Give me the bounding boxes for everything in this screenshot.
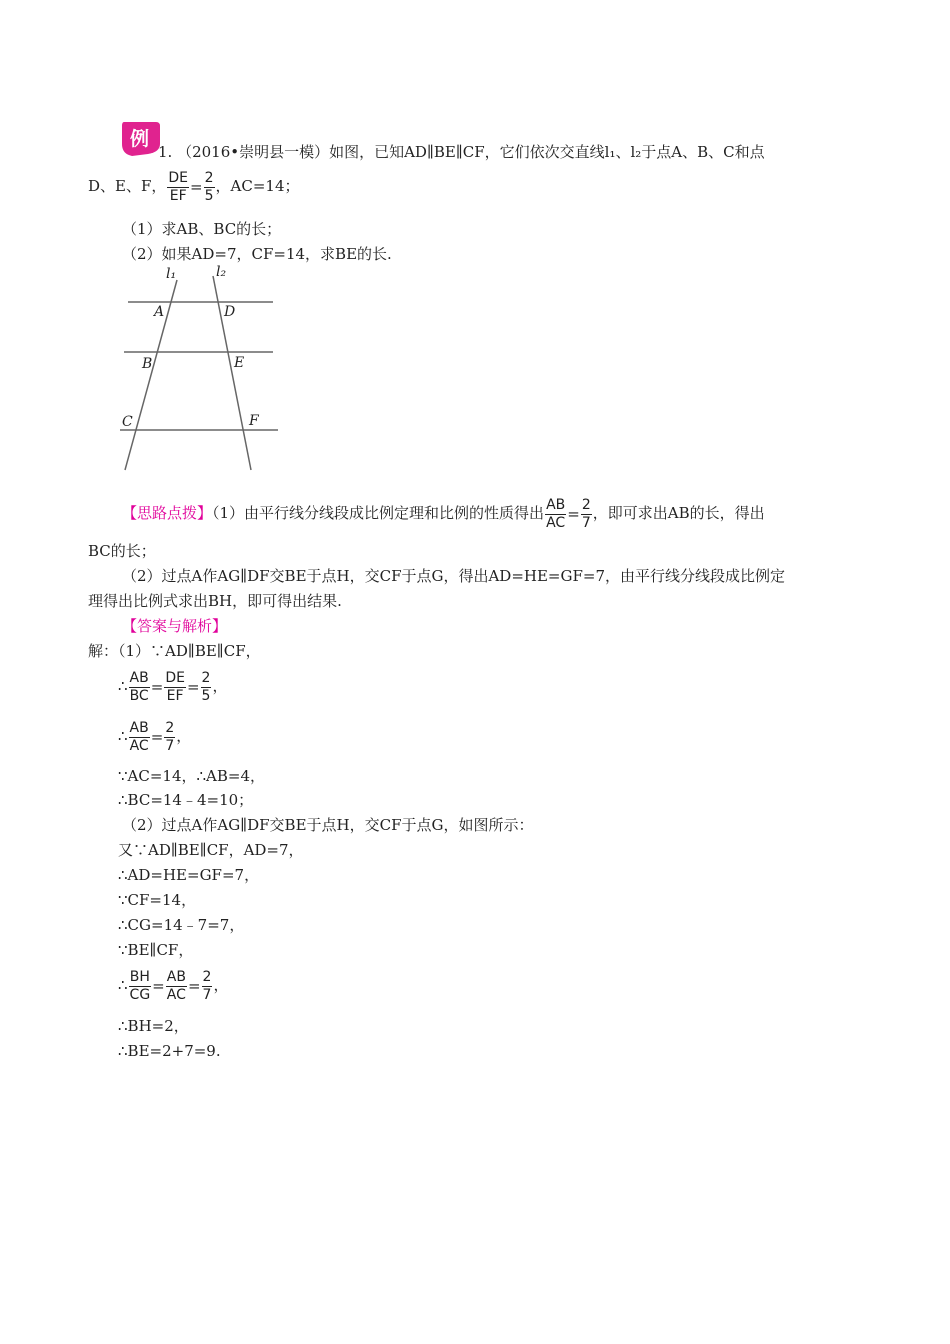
problem-line-2-pre: D、E、F， <box>88 177 167 195</box>
label-b: B <box>142 356 153 372</box>
label-f: F <box>249 413 259 429</box>
answer-step-14: ∴BE=2+7=9. <box>118 1042 221 1060</box>
answer-step-6: （2）过点A作AG∥DF交BE于点H，交CF于点G，如图所示： <box>122 816 534 834</box>
frac-2-5: $\frac{2}{5}$ <box>201 669 211 704</box>
label-d: D <box>224 304 236 320</box>
given-fraction-de-ef: $\frac{DE}{EF}$ <box>168 169 189 204</box>
label-a: A <box>154 304 165 320</box>
answer-step-5: ∴BC=14﹣4=10； <box>118 791 254 809</box>
frac-2-7-2: $\frac{2}{7}$ <box>202 968 212 1003</box>
answer-step-4: ∵AC=14，∴AB=4， <box>118 767 266 785</box>
answer-step-12: ∴ $\frac{BH}{CG}$ = $\frac{AB}{AC}$ = $\frac{2}{7}$ ， <box>118 968 229 1003</box>
label-l1: l₁ <box>166 266 177 282</box>
example-badge <box>118 118 162 158</box>
question-2: （2）如果AD=7，CF=14，求BE的长. <box>122 245 392 263</box>
label-e: E <box>234 355 245 371</box>
answer-step-8: ∴AD=HE=GF=7， <box>118 866 260 884</box>
frac-ab-ac: $\frac{AB}{AC}$ <box>129 719 149 754</box>
answer-step-10: ∴CG=14﹣7=7， <box>118 916 245 934</box>
hint-fraction-ab-ac: $\frac{AB}{AC}$ <box>546 496 566 531</box>
hint-text-pre: （1）由平行线分线段成比例定理和比例的性质得出 <box>212 504 545 522</box>
line-l1 <box>125 280 177 470</box>
hint-tag: 【思路点拨】 <box>122 504 213 522</box>
label-c: C <box>122 414 133 430</box>
answer-step-2: ∴ $\frac{AB}{BC}$ = $\frac{DE}{EF}$ = $\frac{2}{5}$ ， <box>118 669 228 704</box>
frac-2-7: $\frac{2}{7}$ <box>165 719 175 754</box>
hint-fraction-value: $\frac{2}{7}$ <box>581 496 591 531</box>
given-fraction-value: $\frac{2}{5}$ <box>204 169 214 204</box>
answer-step-11: ∵BE∥CF， <box>118 941 194 959</box>
answer-tag: 【答案与解析】 <box>122 617 228 635</box>
geometry-figure <box>110 262 290 477</box>
svg-text:例: 例 <box>130 128 150 150</box>
frac-ab-ac-2: $\frac{AB}{AC}$ <box>166 968 186 1003</box>
answer-step-3: ∴ $\frac{AB}{AC}$ = $\frac{2}{7}$ ， <box>118 719 192 754</box>
hint-line-4: 理得出比例式求出BH，即可得出结果. <box>88 592 342 610</box>
hint-text-post: ，即可求出AB的长，得出 <box>592 504 765 522</box>
label-l2: l₂ <box>216 264 227 280</box>
question-1: （1）求AB、BC的长； <box>122 220 282 238</box>
answer-step-9: ∵CF=14， <box>118 891 197 909</box>
frac-de-ef: $\frac{DE}{EF}$ <box>165 669 185 704</box>
frac-bh-cg: $\frac{BH}{CG}$ <box>129 968 151 1003</box>
answer-step-1: 解：（1）∵AD∥BE∥CF， <box>88 642 261 660</box>
hint-line-2: BC的长； <box>88 542 156 560</box>
answer-step-13: ∴BH=2， <box>118 1017 189 1035</box>
problem-line-2: D、E、F， $\frac{DE}{EF}$ = $\frac{2}{5}$ ，AC=14； <box>88 169 300 204</box>
hint-line-1: 【思路点拨】（1）由平行线分线段成比例定理和比例的性质得出 $\frac{AB}{AC}$ = $\frac{2}{7}$ ，即可求出AB的长，得出 <box>122 496 765 531</box>
answer-step-7: 又∵AD∥BE∥CF，AD=7， <box>118 841 304 859</box>
example-badge-icon <box>118 118 162 158</box>
frac-ab-bc: $\frac{AB}{BC}$ <box>129 669 149 704</box>
hint-line-3: （2）过点A作AG∥DF交BE于点H，交CF于点G，得出AD=HE=GF=7，由平行线分线段成比例定 <box>122 567 786 585</box>
problem-line-2-post: ，AC=14； <box>215 177 300 195</box>
problem-line-1: 1. （2016•崇明县一模）如图，已知AD∥BE∥CF，它们依次交直线l₁、l₂于点A、B、C和点 <box>158 143 765 161</box>
